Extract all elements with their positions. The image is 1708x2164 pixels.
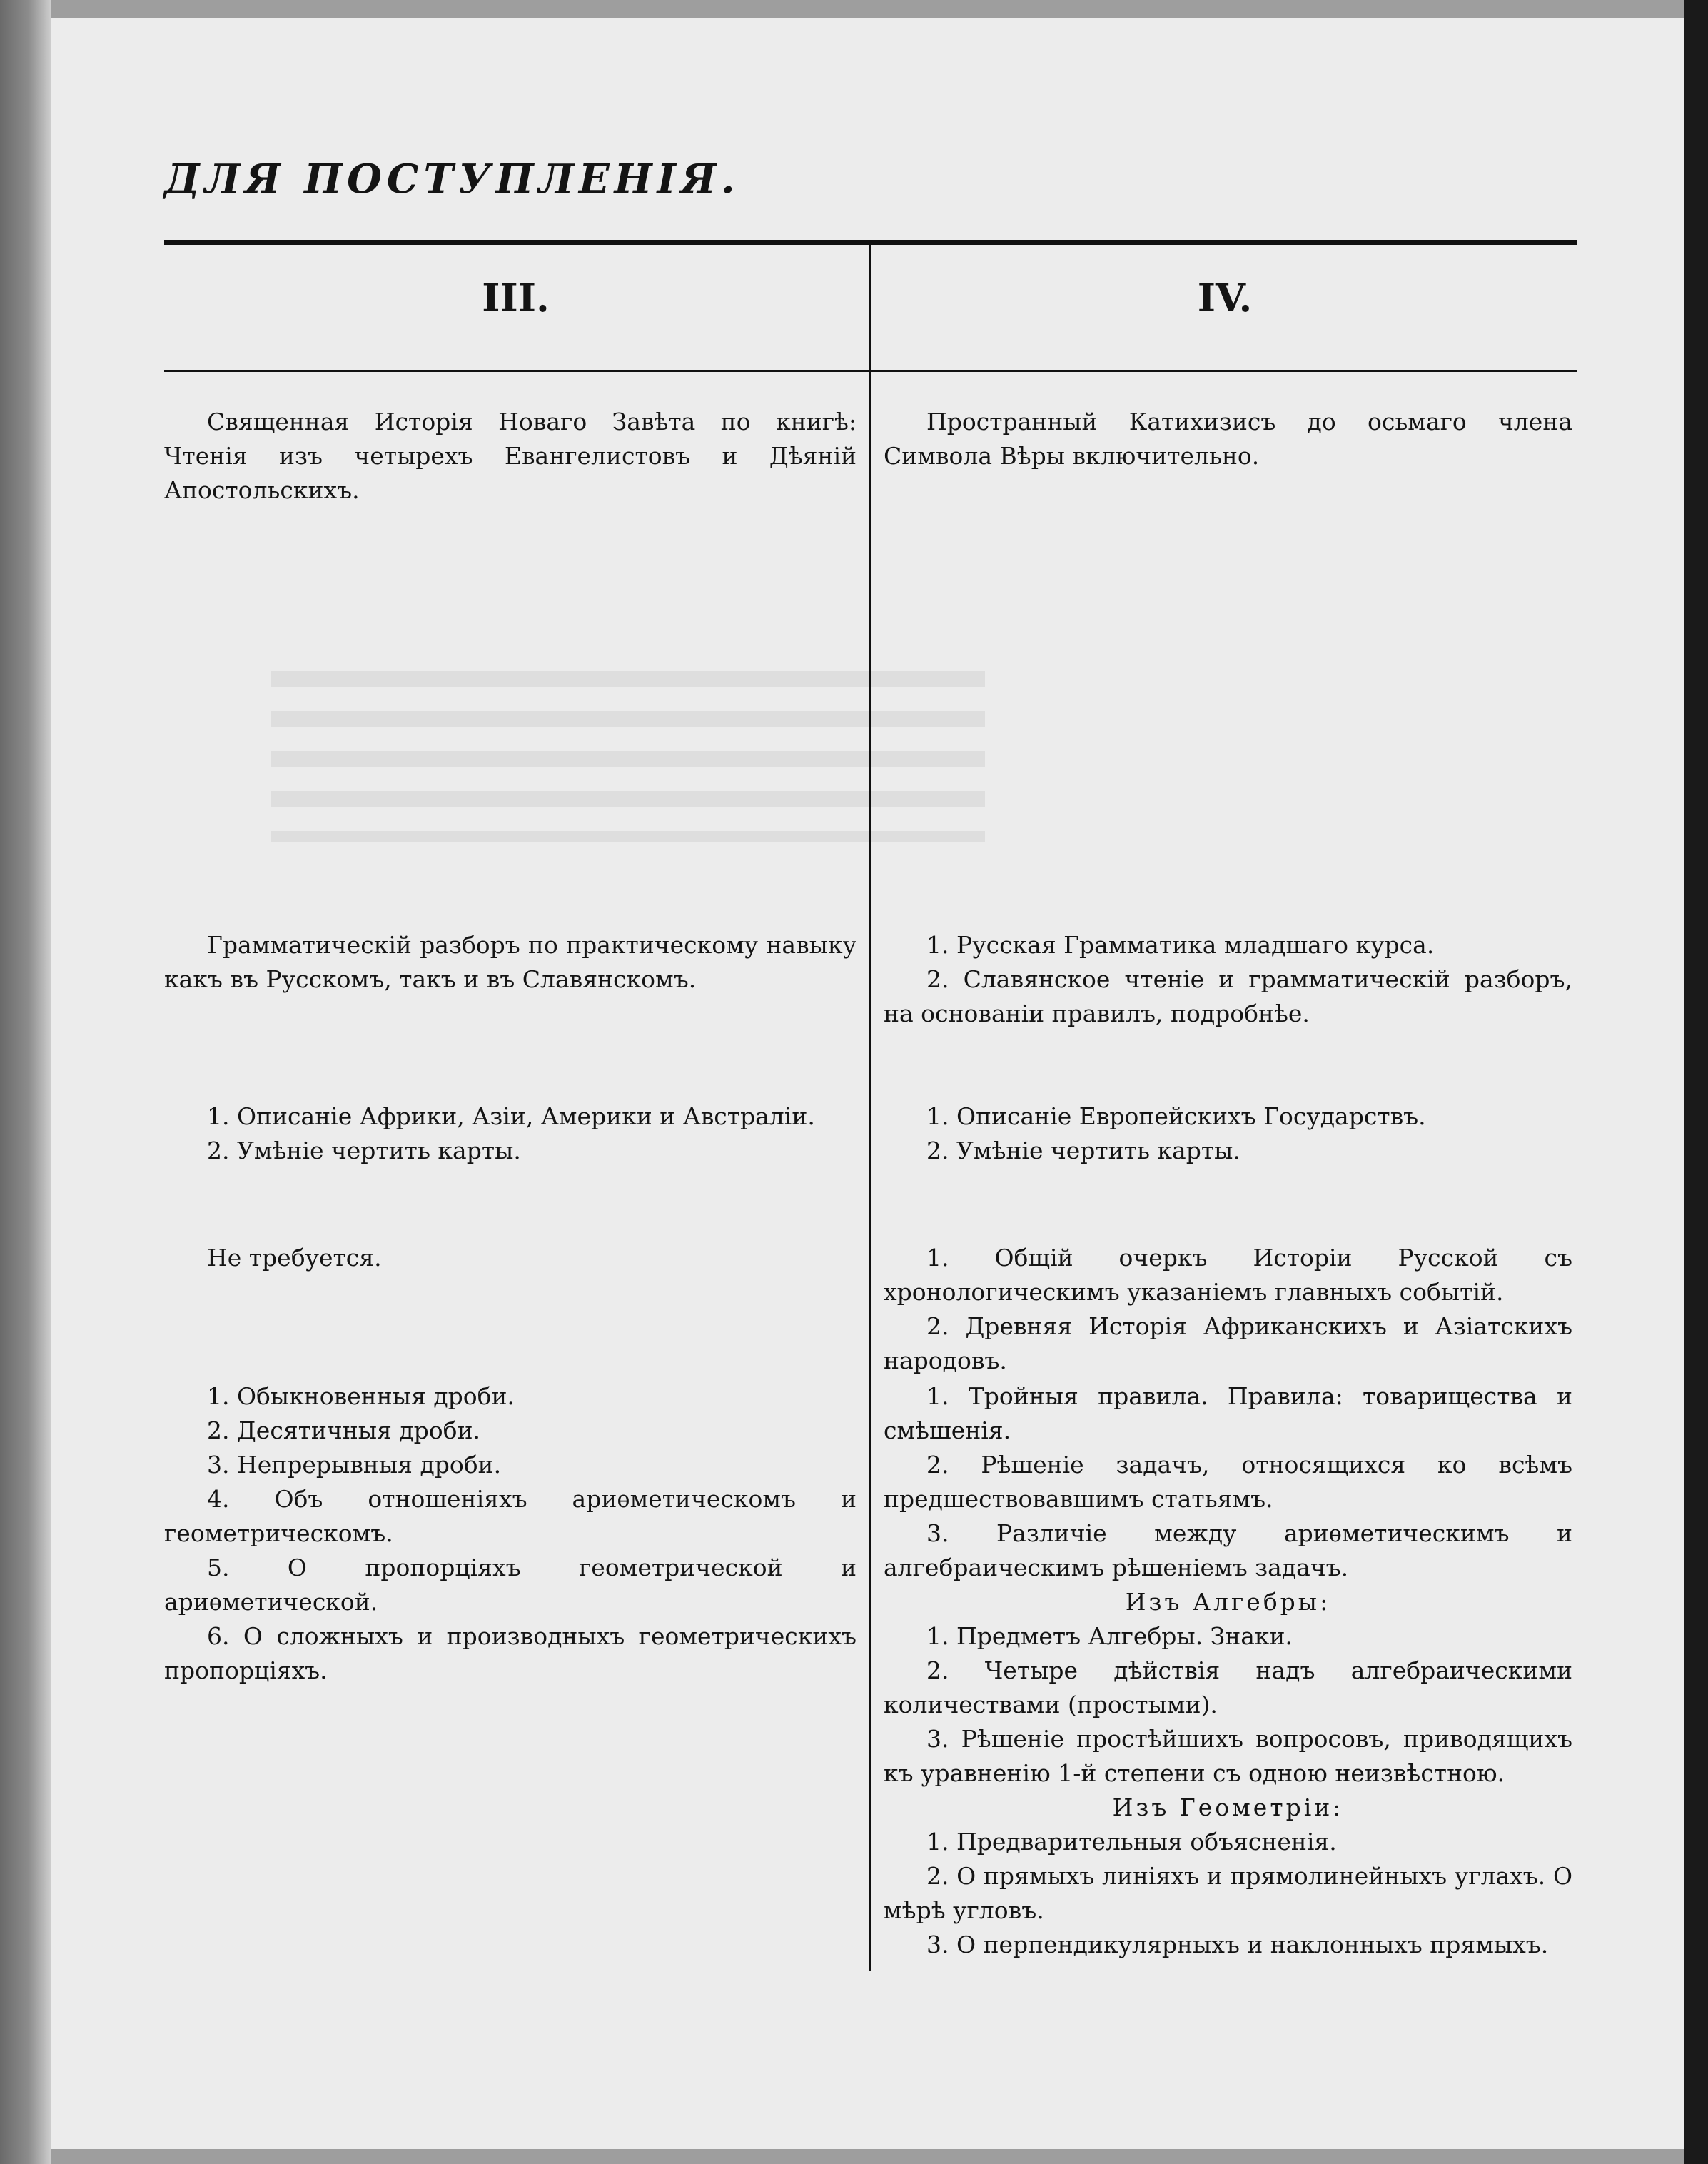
col4-religion <box>884 405 1572 473</box>
col4-history <box>884 1241 1572 1378</box>
col3-history-text: Не требуется. <box>207 1244 382 1272</box>
list-item: 2. Умѣніе чертить карты. <box>207 1137 521 1164</box>
list-item: 1. Предварительныя объясненія. <box>926 1828 1337 1856</box>
list-item: 1. Предметъ Алгебры. Знаки. <box>926 1622 1293 1650</box>
list-item: 2. Десятичныя дроби. <box>207 1416 480 1444</box>
list-item: 2. Древняя Исторія Африканскихъ и Азіатскихъ народовъ. <box>884 1312 1572 1374</box>
list-item: 1. Русская Грамматика младшаго курса. <box>926 931 1435 959</box>
col3-religion <box>164 405 856 508</box>
list-item: 1. Обыкновенныя дроби. <box>207 1382 515 1410</box>
page-title: ДЛЯ ПОСТУПЛЕНІЯ. <box>164 156 740 203</box>
list-item: 1. Описаніе Европейскихъ Государствъ. <box>926 1102 1426 1130</box>
list-item: 1. Общій очеркъ Исторіи Русской съ хронологическимъ указаніемъ главныхъ событій. <box>884 1244 1572 1306</box>
list-item: 6. О сложныхъ и производныхъ геометрическихъ пропорціяхъ. <box>164 1622 856 1684</box>
col4-geography <box>884 1099 1572 1168</box>
column-4-heading: IV. <box>1197 275 1253 321</box>
col3-geography <box>164 1099 856 1168</box>
col3-religion-text: Священная Исторія Новаго Завѣта по книгѣ: Чтенія изъ четырехъ Евангелистовъ и Дѣяній Апостольскихъ. <box>164 408 856 504</box>
column-3 <box>164 0 856 2164</box>
list-item: 3. Различіе между ариѳметическимъ и алгебраическимъ рѣшеніемъ задачъ. <box>884 1519 1572 1581</box>
list-item: 3. Непрерывныя дроби. <box>207 1451 502 1479</box>
list-item: 2. Четыре дѣйствія надъ алгебраическими количествами (простыми). <box>884 1656 1572 1718</box>
col4-arithmetic <box>884 1379 1572 1962</box>
column-divider <box>869 243 871 1971</box>
col3-history <box>164 1241 856 1275</box>
col3-grammar-text: Грамматическій разборъ по практическому навыку какъ въ Русскомъ, такъ и въ Славянскомъ. <box>164 931 856 993</box>
list-item: 1. Тройныя правила. Правила: товарищества и смѣшенія. <box>884 1382 1572 1444</box>
geometry-subheading: Изъ Геометріи: <box>1112 1793 1344 1821</box>
scan-edge <box>1684 0 1708 2164</box>
list-item: 5. О пропорціяхъ геометрической и ариѳметической. <box>164 1554 856 1616</box>
book-gutter <box>0 0 51 2164</box>
col3-grammar <box>164 928 856 997</box>
list-item: 2. О прямыхъ линіяхъ и прямолинейныхъ углахъ. О мѣрѣ угловъ. <box>884 1862 1572 1924</box>
list-item: 2. Славянское чтеніе и грамматическій разборъ, на основаніи правилъ, подробнѣе. <box>884 965 1572 1027</box>
column-3-heading: III. <box>482 275 550 321</box>
list-item: 2. Умѣніе чертить карты. <box>926 1137 1240 1164</box>
list-item: 1. Описаніе Африки, Азіи, Америки и Австраліи. <box>207 1102 815 1130</box>
col3-arithmetic <box>164 1379 856 1688</box>
algebra-subheading: Изъ Алгебры: <box>1125 1588 1331 1616</box>
list-item: 3. О перпендикулярныхъ и наклонныхъ прямыхъ. <box>926 1931 1549 1958</box>
col4-religion-text: Пространный Катихизисъ до осьмаго члена Символа Вѣры включительно. <box>884 408 1572 470</box>
column-4 <box>884 0 1572 2164</box>
list-item: 4. Объ отношеніяхъ ариѳметическомъ и геометрическомъ. <box>164 1485 856 1547</box>
list-item: 2. Рѣшеніе задачъ, относящихся ко всѣмъ предшествовавшимъ статьямъ. <box>884 1451 1572 1513</box>
list-item: 3. Рѣшеніе простѣйшихъ вопросовъ, приводящихъ къ уравненію 1-й степени съ одною неизвѣстною. <box>884 1725 1572 1787</box>
col4-grammar <box>884 928 1572 1031</box>
